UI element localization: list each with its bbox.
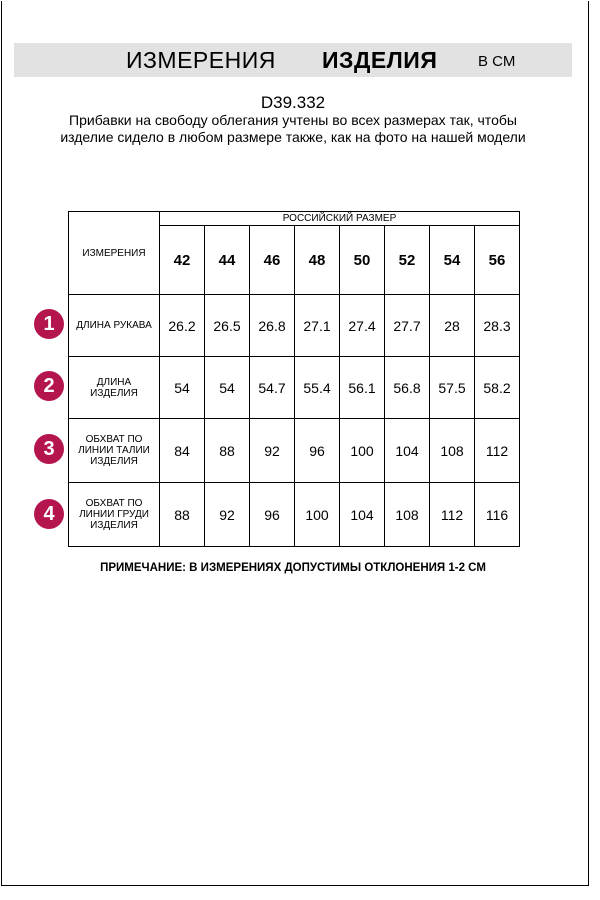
size-header: 54 xyxy=(430,226,475,295)
table-cell: 108 xyxy=(430,419,475,483)
size-header: 42 xyxy=(160,226,205,295)
intro-text: Прибавки на свободу облегания учтены во всех размерах так, чтобы изделие сидело в любом размере также, как на фото на нашей модели xyxy=(60,112,526,145)
group-header: РОССИЙСКИЙ РАЗМЕР xyxy=(160,212,520,226)
table-cell: 92 xyxy=(250,419,295,483)
table-cell: 28 xyxy=(430,295,475,357)
size-header: 52 xyxy=(385,226,430,295)
table-cell: 96 xyxy=(295,419,340,483)
table-row xyxy=(69,483,520,547)
table-cell: 88 xyxy=(160,483,205,547)
table-cell: 116 xyxy=(475,483,520,547)
table-cell: 54 xyxy=(160,357,205,419)
page-title-bold: ИЗДЕЛИЯ xyxy=(322,47,438,73)
footnote: ПРИМЕЧАНИЕ: В ИЗМЕРЕНИЯХ ДОПУСТИМЫ ОТКЛОНЕНИЯ 1-2 СМ xyxy=(100,562,486,574)
size-header: 56 xyxy=(475,226,520,295)
table-cell: 27.4 xyxy=(340,295,385,357)
page-title: ИЗМЕРЕНИЯ xyxy=(126,47,276,73)
table-cell: 26.8 xyxy=(250,295,295,357)
table-cell: 92 xyxy=(205,483,250,547)
table-cell: 112 xyxy=(475,419,520,483)
measurements-table xyxy=(68,211,520,547)
row-number-badge: 1 xyxy=(34,309,64,339)
table-cell: 104 xyxy=(340,483,385,547)
table-cell: 100 xyxy=(295,483,340,547)
table-cell: 96 xyxy=(250,483,295,547)
table-row xyxy=(69,419,520,483)
table-cell: 55.4 xyxy=(295,357,340,419)
table-cell: 54 xyxy=(205,357,250,419)
row-header: ИЗМЕРЕНИЯ xyxy=(69,212,160,295)
table-cell: 27.1 xyxy=(295,295,340,357)
table-row xyxy=(69,295,520,357)
row-number-badge: 3 xyxy=(34,434,64,464)
row-number-badge: 4 xyxy=(34,499,64,529)
row-label: ОБХВАТ ПО ЛИНИИ ГРУДИ ИЗДЕЛИЯ xyxy=(69,483,160,547)
size-header: 46 xyxy=(250,226,295,295)
table-cell: 26.2 xyxy=(160,295,205,357)
table-cell: 88 xyxy=(205,419,250,483)
table-cell: 26.5 xyxy=(205,295,250,357)
unit-label: В СМ xyxy=(478,53,516,70)
table-cell: 104 xyxy=(385,419,430,483)
table-cell: 112 xyxy=(430,483,475,547)
table-cell: 84 xyxy=(160,419,205,483)
table-cell: 108 xyxy=(385,483,430,547)
article-number: D39.332 xyxy=(260,93,326,112)
size-header: 44 xyxy=(205,226,250,295)
table-cell: 28.3 xyxy=(475,295,520,357)
table-cell: 58.2 xyxy=(475,357,520,419)
row-label: ОБХВАТ ПО ЛИНИИ ТАЛИИ ИЗДЕЛИЯ xyxy=(69,419,160,483)
size-header: 50 xyxy=(340,226,385,295)
table-row xyxy=(69,357,520,419)
table-cell: 56.1 xyxy=(340,357,385,419)
table-cell: 57.5 xyxy=(430,357,475,419)
row-label: ДЛИНА ИЗДЕЛИЯ xyxy=(69,357,160,419)
table-cell: 27.7 xyxy=(385,295,430,357)
row-number-badge: 2 xyxy=(34,371,64,401)
table-cell: 54.7 xyxy=(250,357,295,419)
row-label: ДЛИНА РУКАВА xyxy=(69,295,160,357)
table-cell: 100 xyxy=(340,419,385,483)
size-header: 48 xyxy=(295,226,340,295)
table-cell: 56.8 xyxy=(385,357,430,419)
